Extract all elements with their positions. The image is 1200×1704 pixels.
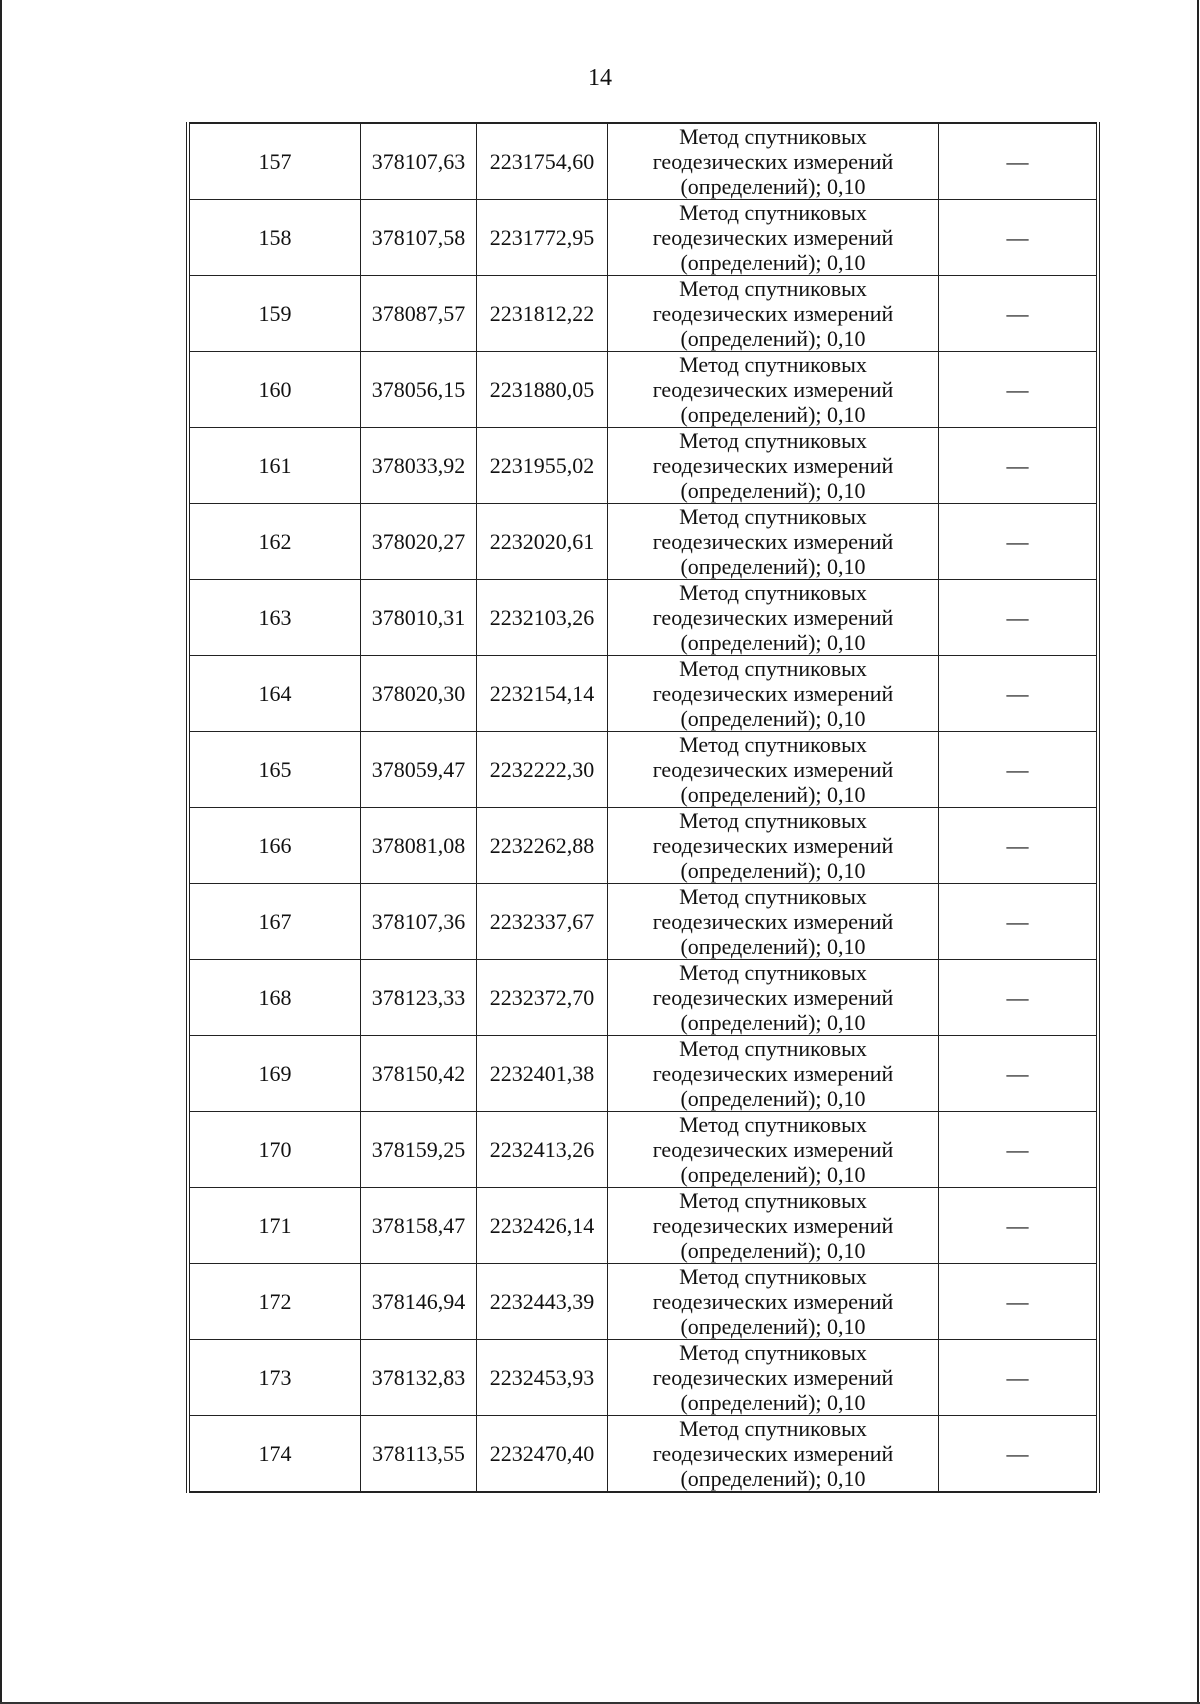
description-cell: — [939,276,1099,352]
x-coordinate-cell: 378033,92 [361,428,477,504]
method-line: геодезических измерений [652,833,894,858]
x-coordinate-cell: 378010,31 [361,580,477,656]
method-line: (определений); 0,10 [680,250,866,275]
method-cell [608,504,939,580]
method-cell [608,580,939,656]
method-line: геодезических измерений [652,225,894,250]
method-line: (определений); 0,10 [680,782,866,807]
method-line: Метод спутниковых [679,1340,867,1365]
point-number-cell: 163 [188,580,361,656]
method-line: Метод спутниковых [679,960,867,985]
table-row [188,1188,1098,1264]
description-cell: — [939,123,1099,200]
method-line: геодезических измерений [652,301,894,326]
method-cell [608,656,939,732]
method-cell [608,1112,939,1188]
method-line: Метод спутниковых [679,656,867,681]
method-cell [608,732,939,808]
method-cell [608,808,939,884]
scan-edge-right [1197,0,1199,1704]
x-coordinate-cell: 378059,47 [361,732,477,808]
method-line: геодезических измерений [652,149,894,174]
description-cell: — [939,732,1099,808]
page-number: 14 [588,65,612,91]
y-coordinate-cell: 2232426,14 [477,1188,608,1264]
method-line: Метод спутниковых [679,200,867,225]
y-coordinate-cell: 2232443,39 [477,1264,608,1340]
method-line: геодезических измерений [652,377,894,402]
method-cell [608,352,939,428]
x-coordinate-cell: 378020,27 [361,504,477,580]
point-number-cell: 170 [188,1112,361,1188]
method-line: (определений); 0,10 [680,630,866,655]
y-coordinate-cell: 2231955,02 [477,428,608,504]
table-row [188,504,1098,580]
x-coordinate-cell: 378146,94 [361,1264,477,1340]
x-coordinate-cell: 378158,47 [361,1188,477,1264]
table-row [188,1340,1098,1416]
x-coordinate-cell: 378020,30 [361,656,477,732]
x-coordinate-cell: 378087,57 [361,276,477,352]
method-line: (определений); 0,10 [680,1238,866,1263]
y-coordinate-cell: 2231754,60 [477,123,608,200]
method-line: (определений); 0,10 [680,1086,866,1111]
table-row [188,960,1098,1036]
method-line: Метод спутниковых [679,1036,867,1061]
x-coordinate-cell: 378081,08 [361,808,477,884]
method-line: геодезических измерений [652,1365,894,1390]
point-number-cell: 172 [188,1264,361,1340]
table-row [188,1416,1098,1493]
point-number-cell: 164 [188,656,361,732]
y-coordinate-cell: 2232154,14 [477,656,608,732]
method-line: (определений); 0,10 [680,1314,866,1339]
method-line: Метод спутниковых [679,1416,867,1441]
table-row [188,732,1098,808]
point-number-cell: 173 [188,1340,361,1416]
y-coordinate-cell: 2232337,67 [477,884,608,960]
description-cell: — [939,352,1099,428]
y-coordinate-cell: 2231772,95 [477,200,608,276]
point-number-cell: 166 [188,808,361,884]
method-cell [608,884,939,960]
description-cell: — [939,1264,1099,1340]
coordinates-table-body [188,123,1098,1492]
scan-edge-left [0,0,2,1704]
method-line: геодезических измерений [652,1213,894,1238]
method-cell [608,1416,939,1493]
method-cell [608,1340,939,1416]
method-line: Метод спутниковых [679,1264,867,1289]
method-line: (определений); 0,10 [680,1466,866,1491]
y-coordinate-cell: 2232413,26 [477,1112,608,1188]
method-line: геодезических измерений [652,605,894,630]
x-coordinate-cell: 378056,15 [361,352,477,428]
method-line: (определений); 0,10 [680,326,866,351]
method-line: (определений); 0,10 [680,402,866,427]
method-line: (определений); 0,10 [680,706,866,731]
x-coordinate-cell: 378107,63 [361,123,477,200]
method-line: (определений); 0,10 [680,1010,866,1035]
point-number-cell: 162 [188,504,361,580]
method-line: геодезических измерений [652,529,894,554]
table-row [188,656,1098,732]
method-line: Метод спутниковых [679,124,867,149]
method-line: геодезических измерений [652,681,894,706]
point-number-cell: 168 [188,960,361,1036]
method-line: геодезических измерений [652,1441,894,1466]
y-coordinate-cell: 2232103,26 [477,580,608,656]
method-line: Метод спутниковых [679,352,867,377]
method-line: Метод спутниковых [679,276,867,301]
method-line: Метод спутниковых [679,1188,867,1213]
y-coordinate-cell: 2231880,05 [477,352,608,428]
method-line: (определений); 0,10 [680,554,866,579]
method-line: геодезических измерений [652,1289,894,1314]
y-coordinate-cell: 2232401,38 [477,1036,608,1112]
method-line: (определений); 0,10 [680,174,866,199]
table-row [188,580,1098,656]
description-cell: — [939,884,1099,960]
table-row [188,1036,1098,1112]
point-number-cell: 171 [188,1188,361,1264]
method-line: Метод спутниковых [679,808,867,833]
table-row [188,1264,1098,1340]
y-coordinate-cell: 2232453,93 [477,1340,608,1416]
table-row [188,123,1098,200]
x-coordinate-cell: 378159,25 [361,1112,477,1188]
method-line: (определений); 0,10 [680,1390,866,1415]
method-line: геодезических измерений [652,453,894,478]
y-coordinate-cell: 2232262,88 [477,808,608,884]
x-coordinate-cell: 378132,83 [361,1340,477,1416]
y-coordinate-cell: 2232020,61 [477,504,608,580]
table-row [188,276,1098,352]
method-line: Метод спутниковых [679,884,867,909]
point-number-cell: 160 [188,352,361,428]
method-line: геодезических измерений [652,1137,894,1162]
y-coordinate-cell: 2232372,70 [477,960,608,1036]
point-number-cell: 161 [188,428,361,504]
method-cell [608,200,939,276]
method-cell [608,1036,939,1112]
method-cell [608,960,939,1036]
method-cell [608,276,939,352]
method-cell [608,1264,939,1340]
method-line: (определений); 0,10 [680,478,866,503]
method-line: геодезических измерений [652,985,894,1010]
method-line: геодезических измерений [652,1061,894,1086]
y-coordinate-cell: 2231812,22 [477,276,608,352]
table-row [188,352,1098,428]
method-line: (определений); 0,10 [680,934,866,959]
x-coordinate-cell: 378107,36 [361,884,477,960]
point-number-cell: 158 [188,200,361,276]
method-line: Метод спутниковых [679,428,867,453]
method-line: Метод спутниковых [679,504,867,529]
description-cell: — [939,1416,1099,1493]
y-coordinate-cell: 2232222,30 [477,732,608,808]
table-row [188,808,1098,884]
method-line: Метод спутниковых [679,732,867,757]
point-number-cell: 165 [188,732,361,808]
description-cell: — [939,428,1099,504]
description-cell: — [939,1112,1099,1188]
method-cell [608,428,939,504]
y-coordinate-cell: 2232470,40 [477,1416,608,1493]
description-cell: — [939,504,1099,580]
coordinates-table [186,122,1100,1493]
point-number-cell: 157 [188,123,361,200]
method-line: (определений); 0,10 [680,858,866,883]
point-number-cell: 174 [188,1416,361,1493]
x-coordinate-cell: 378107,58 [361,200,477,276]
method-line: (определений); 0,10 [680,1162,866,1187]
method-cell [608,123,939,200]
table-row [188,884,1098,960]
description-cell: — [939,808,1099,884]
method-line: геодезических измерений [652,909,894,934]
description-cell: — [939,656,1099,732]
description-cell: — [939,580,1099,656]
x-coordinate-cell: 378113,55 [361,1416,477,1493]
description-cell: — [939,1188,1099,1264]
point-number-cell: 169 [188,1036,361,1112]
point-number-cell: 167 [188,884,361,960]
description-cell: — [939,960,1099,1036]
method-line: Метод спутниковых [679,580,867,605]
point-number-cell: 159 [188,276,361,352]
method-line: Метод спутниковых [679,1112,867,1137]
description-cell: — [939,200,1099,276]
description-cell: — [939,1340,1099,1416]
table-row [188,200,1098,276]
method-line: геодезических измерений [652,757,894,782]
x-coordinate-cell: 378150,42 [361,1036,477,1112]
description-cell: — [939,1036,1099,1112]
table-row [188,1112,1098,1188]
table-row [188,428,1098,504]
method-cell [608,1188,939,1264]
x-coordinate-cell: 378123,33 [361,960,477,1036]
